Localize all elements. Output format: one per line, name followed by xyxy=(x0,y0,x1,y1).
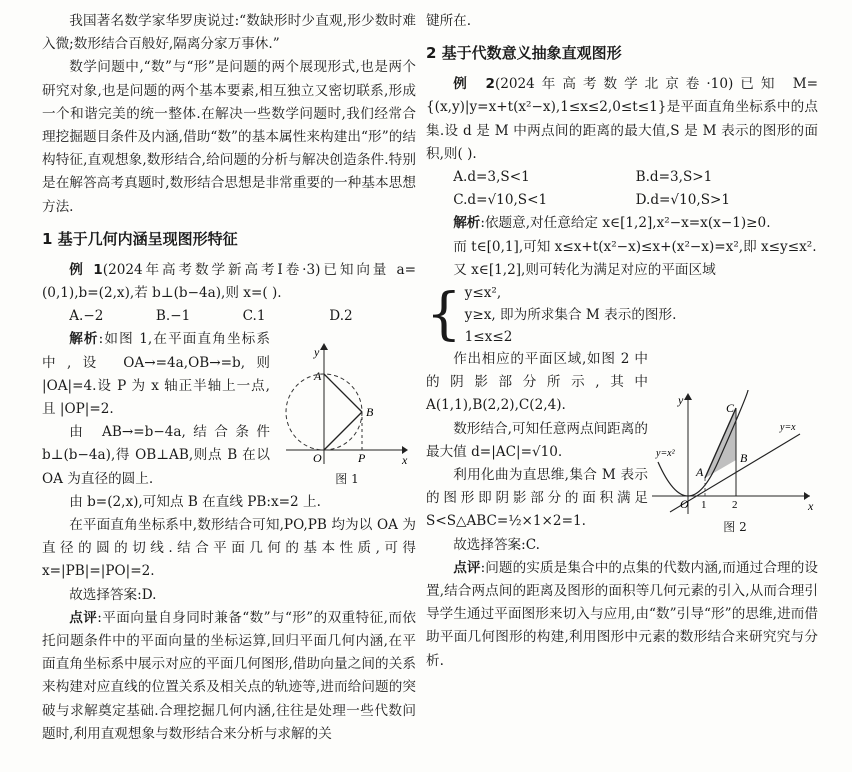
section-1-heading: 1 基于几何内涵呈现图形特征 xyxy=(42,229,238,248)
solution-1-wrap xyxy=(42,328,270,490)
example-2-label: 例 2 xyxy=(453,76,495,93)
fig2-tick-1: 1 xyxy=(701,499,707,511)
figure-1 xyxy=(282,340,412,486)
inequality-system: { y≤x², y≥x, 即为所求集合 M 表示的图形. 1≤x≤2 xyxy=(426,282,677,348)
option: D.2 xyxy=(329,308,353,325)
solution-2-b: 而 t∈[0,1],可知 x≤x+t(x²−x)≤x+(x²−x)=x²,即 x≤y≤x². xyxy=(453,238,817,255)
fig1-x-label: x xyxy=(402,453,408,466)
solution-1-answer: 故选择答案:D. xyxy=(69,586,157,603)
intro-quote: 我国著名数学家华罗庚说过:“数缺形时少直观,形少数时难入微;数形结合百般好,隔离分家万事休.” xyxy=(42,13,416,53)
comment-1: 点评:平面向量自身同时兼备“数”与“形”的双重特征,而依托问题条件中的平面向量的坐标运算,回归平面几何内涵,在平面直角坐标系中展示对应的平面几何图形,借助向量之间的关系来构建对应直线的位置关系及相关点的轨迹等,进而给问题的突破与求解奠定基础.合理挖掘几何内涵,往往是处理一些代数问题时,利用直观想象与数形结合来分析与求解的关 xyxy=(42,609,417,742)
example-2-options-row-2 xyxy=(426,189,818,212)
fig2-y-label: y xyxy=(678,393,684,407)
solution-2-c: 又 x∈[1,2],则可转化为满足对应的平面区域 xyxy=(453,261,716,278)
option: A.d=3,S<1 xyxy=(453,169,530,186)
solution-1-c: 由 b=(2,x),可知点 B 在直线 PB:x=2 上. xyxy=(69,493,321,510)
section-2-heading: 2 基于代数意义抽象直观图形 xyxy=(426,44,622,63)
option: D.d=√10,S>1 xyxy=(635,192,731,209)
solution-2-wrap xyxy=(426,348,648,534)
fig2-x-label: x xyxy=(808,499,814,513)
solution-2-answer: 故选择答案:C. xyxy=(453,536,540,553)
option: A.−2 xyxy=(69,308,104,325)
comment-label: 点评 xyxy=(453,559,481,576)
example-1-text: (2024年高考数学新高考Ⅰ卷·3)已知向量 a=(0,1),b=(2,x),若 b⊥(b−4a),则 x=( ). xyxy=(42,261,416,302)
comment-label: 点评 xyxy=(69,609,98,626)
fig1-y-label: y xyxy=(314,345,320,359)
fig1-point-a: A xyxy=(314,369,322,383)
solution-label: 解析 xyxy=(453,215,481,232)
fig2-point-b: B xyxy=(740,451,748,465)
solution-1-b: 由 AB→=b−4a,结合条件 b⊥(b−4a),得 OB⊥AB,则点 B 在以 OA 为直径的圆上. xyxy=(42,424,270,487)
right-column xyxy=(426,10,818,673)
fig2-curve-label: y=x² xyxy=(656,448,675,459)
option: B.−1 xyxy=(155,308,191,325)
figure-2-caption: 图 2 xyxy=(723,520,747,534)
example-2-text: (2024年高考数学北京卷·10)已知 M={(x,y)|y=x+t(x²−x),1≤x≤2,0≤t≤1}是平面直角坐标系中的点集.设 d 是 M 中两点间的距离的最大值,S 是 M 表示的图形的面积,则( ). xyxy=(426,76,818,162)
fig2-point-a: A xyxy=(696,465,704,479)
intro-paragraph: 数学问题中,“数”与“形”是问题的两个展现形式,也是两个研究对象,也是问题的两个基本要素,相互独立又密切联系,形成一个和谐完美的统一整体.在解决一些数学问题时,我们经常合理挖掘题目条件及内涵,借助“数”的基本属性来构建出“形”的结构特征,直观想象,数形结合,给问题的分析与解决创造条件.特别是在解答高考真题时,数形结合思想是非常重要的一种基本思想方法. xyxy=(42,59,416,215)
figure-1-caption: 图 1 xyxy=(335,472,359,486)
solution-2-a: 解析:依题意,对任意给定 x∈[1,2],x²−x=x(x−1)≥0. xyxy=(453,215,771,232)
fig1-point-o: O xyxy=(313,451,322,465)
brace-icon: { xyxy=(426,282,462,348)
fig1-point-b: B xyxy=(366,405,374,419)
fig1-point-p: P xyxy=(358,451,366,465)
solution-label: 解析 xyxy=(69,331,99,348)
figure-2 xyxy=(650,390,820,534)
option: B.d=3,S>1 xyxy=(635,169,713,186)
solution-2-d: 作出相应的平面区域,如图 2 中的阴影部分所示,其中 A(1,1),B(2,2),C(2,4). xyxy=(426,351,648,414)
option: C.d=√10,S<1 xyxy=(453,192,548,209)
solution-1-a: 解析:如图 1,在平面直角坐标系中,设 OA→=4a,OB→=b,则 |OA|=4.设 P 为 x 轴正半轴上一点,且 |OP|=2. xyxy=(42,331,271,418)
fig2-tick-2: 2 xyxy=(732,499,738,511)
fig2-line-label: y=x xyxy=(780,422,796,433)
solution-2-e: 数形结合,可知任意两点间距离的最大值 d=|AC|=√10. xyxy=(426,420,648,460)
option: C.1 xyxy=(242,308,266,325)
example-1-label: 例 1 xyxy=(69,261,103,278)
fig2-point-o: O xyxy=(680,497,689,511)
fig2-point-c: C xyxy=(726,401,735,415)
example-1-options xyxy=(42,305,416,328)
solution-2-f: 利用化曲为直思维,集合 M 表示的图形即阴影部分的面积满足 S<S△ABC=½×1×2=1. xyxy=(426,467,648,530)
example-1 xyxy=(42,259,416,305)
comment-2: 点评:问题的实质是集合中的点集的代数内涵,而通过合理的设置,结合两点间的距离及图形的面积等几何元素的引入,从而合理引导学生通过平面图形来切入与应用,由“数”引导“形”的思维,进而借助平面几何图形的构建,利用图形中元素的数形结合来研究究与分析. xyxy=(426,559,818,669)
example-2-options-row-1 xyxy=(426,166,818,189)
solution-1-d: 在平面直角坐标系中,数形结合可知,PO,PB 均为以 OA 为直径的圆的切线.结合平面几何的基本性质,可得 x=|PB|=|PO|=2. xyxy=(42,517,416,580)
example-2 xyxy=(426,73,818,166)
continued-text: 键所在. xyxy=(426,13,472,29)
